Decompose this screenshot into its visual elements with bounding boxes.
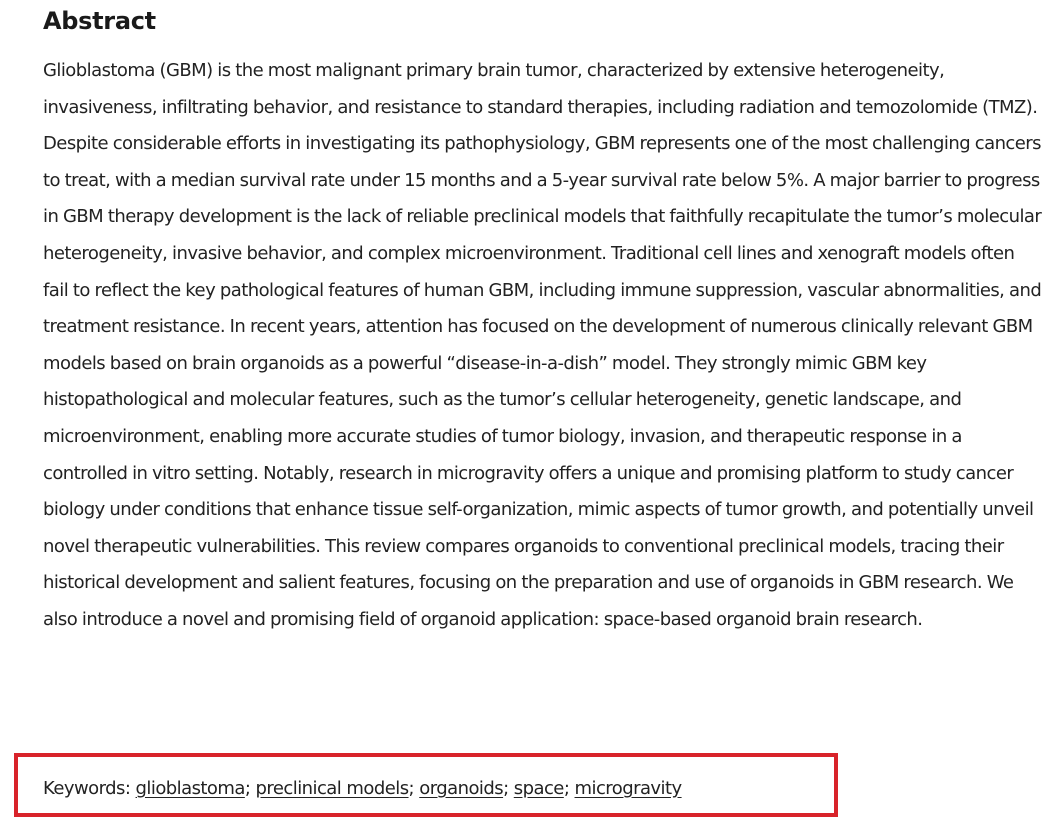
keywords-list: [43, 777, 682, 801]
keyword-link-space[interactable]: space: [513, 778, 564, 799]
keyword-separator: ;: [408, 778, 415, 799]
keywords-label: Keywords:: [43, 778, 131, 799]
abstract-paragraph: Glioblastoma (GBM) is the most malignant primary brain tumor, characterized by extensive heterogeneity, invasiveness, infiltrating behavior, and resistance to standard therapies, including radiation and temozolomide (TMZ). Despite considerable efforts in investigating its pathophysiology, GBM represents one of the most challenging cancers to treat, with a median survival rate under 15 months and a 5-year survival rate below 5%. A major barrier to progress in GBM therapy development is the lack of reliable preclinical models that faithfully recapitulate the tumor’s molecular heterogeneity, invasive behavior, and complex microenvironment. Traditional cell lines and xenograft models often fail to reflect the key pathological features of human GBM, including immune suppression, vascular abnormalities, and treatment resistance. In recent years, attention has focused on the development of numerous clinically relevant GBM models based on brain organoids as a powerful “disease-in-a-dish” model. They strongly mimic GBM key histopathological and molecular features, such as the tumor’s cellular heterogeneity, genetic landscape, and microenvironment, enabling more accurate studies of tumor biology, invasion, and therapeutic response in a controlled in vitro setting. Notably, research in microgravity offers a unique and promising platform to study cancer biology under conditions that enhance tissue self-organization, mimic aspects of tumor growth, and potentially unveil novel therapeutic vulnerabilities. This review compares organoids to conventional preclinical models, tracing their historical development and salient features, focusing on the preparation and use of organoids in GBM research. We also introduce a novel and promising field of organoid application: space-based organoid brain research.: [43, 60, 1042, 630]
abstract-heading: Abstract: [43, 7, 156, 35]
keyword-link-organoids[interactable]: organoids: [419, 778, 504, 799]
keyword-separator: ;: [563, 778, 570, 799]
keyword-link-glioblastoma[interactable]: glioblastoma: [135, 778, 245, 799]
article-abstract-section: [43, 0, 1043, 639]
keywords-highlight-box: [14, 753, 838, 817]
keyword-separator: ;: [503, 778, 509, 799]
keyword-separator: ;: [244, 778, 251, 799]
keyword-link-microgravity[interactable]: microgravity: [574, 778, 682, 799]
keyword-link-preclinical-models[interactable]: preclinical models: [255, 778, 409, 799]
